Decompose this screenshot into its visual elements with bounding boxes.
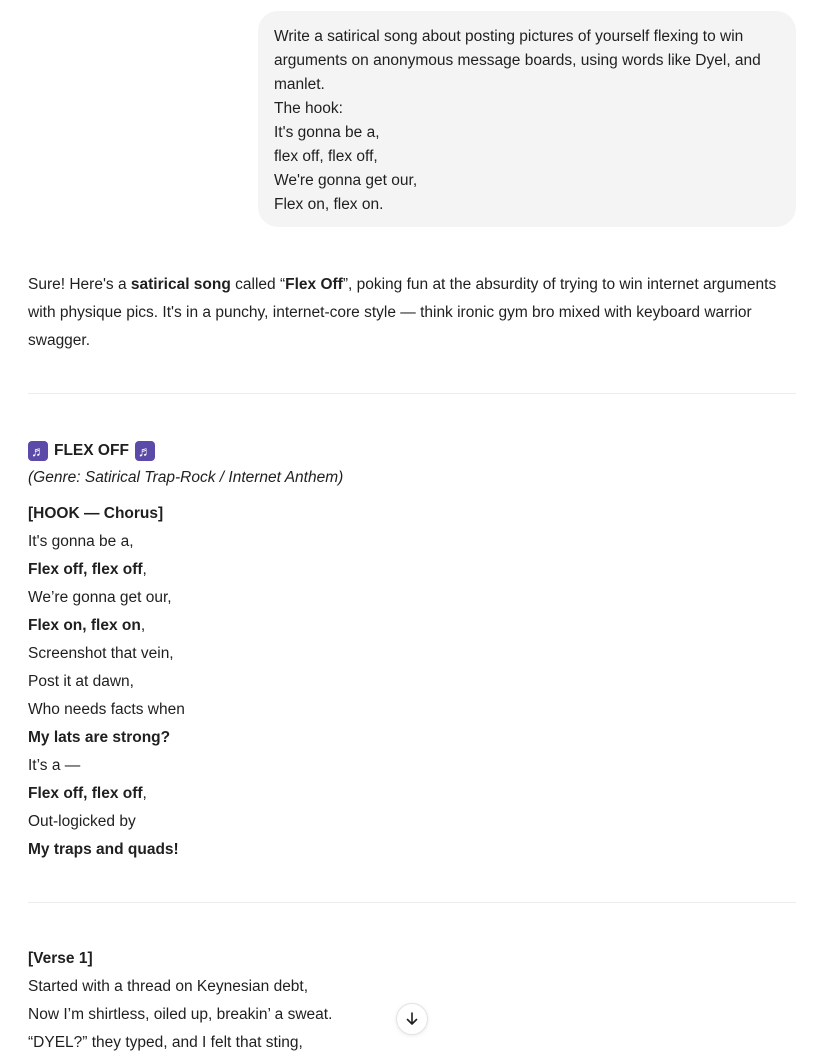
lyric-line	[28, 808, 185, 836]
lyric-line	[28, 584, 185, 612]
assistant-reply	[28, 271, 798, 355]
lyric-line	[28, 640, 185, 668]
intro-bold: satirical song	[130, 276, 231, 293]
user-message-line: The hook:	[274, 100, 343, 117]
lyric-punct: ,	[142, 785, 147, 802]
lyric-line	[28, 668, 185, 696]
lyric-punct: ,	[142, 561, 147, 578]
lyric-text: Out-logicked by	[28, 813, 136, 830]
user-message-line: We're gonna get our,	[274, 172, 418, 189]
intro-text: ”, poking fun at the absurdity of trying to win internet arguments with physique pics. It's in a punchy, internet-core style — think ironic gym bro mixed with keyboard warrior swagger.	[28, 276, 777, 349]
user-message-line: Write a satirical song about posting pictures of yourself flexing to win	[274, 28, 744, 45]
arrow-down-icon	[404, 1011, 420, 1027]
divider	[28, 393, 796, 394]
lyric-text: We’re gonna get our,	[28, 589, 172, 606]
intro-text: Sure! Here's a	[28, 276, 131, 293]
lyric-text: It’s a —	[28, 757, 81, 774]
lyric-text: Post it at dawn,	[28, 673, 134, 690]
lyric-line: “DYEL?” they typed, and I felt that sting,	[28, 1034, 303, 1051]
verse1-section	[28, 945, 332, 1057]
lyric-line	[28, 556, 185, 584]
lyric-text: It's gonna be a,	[28, 533, 134, 550]
reply-intro	[28, 271, 798, 355]
music-note-icon: ♬	[135, 441, 155, 461]
lyric-text: Screenshot that vein,	[28, 645, 174, 662]
divider	[28, 902, 796, 903]
user-message-line: Flex on, flex on.	[274, 196, 384, 213]
user-message-line: flex off, flex off,	[274, 148, 378, 165]
user-message-line: manlet.	[274, 76, 325, 93]
user-message-text	[274, 25, 780, 217]
lyric-line	[28, 724, 185, 752]
song-genre: (Genre: Satirical Trap-Rock / Internet Anthem)	[28, 469, 344, 486]
section-header: [Verse 1]	[28, 950, 93, 967]
user-message-bubble	[258, 11, 796, 227]
lyric-line	[28, 528, 185, 556]
lyric-text: Flex off, flex off	[28, 561, 143, 578]
lyric-text: Who needs facts when	[28, 701, 185, 718]
section-header: [HOOK — Chorus]	[28, 505, 164, 522]
lyric-line	[28, 752, 185, 780]
lyric-text: My traps and quads!	[28, 841, 179, 858]
music-note-icon: ♬	[28, 441, 48, 461]
intro-text: called “	[230, 276, 286, 293]
intro-song-name: Flex Off	[285, 276, 343, 293]
lyric-punct: ,	[140, 617, 146, 634]
song-title-text: FLEX OFF	[54, 442, 129, 459]
lyric-line	[28, 780, 185, 808]
hook-section	[28, 500, 185, 864]
lyric-line: Started with a thread on Keynesian debt,	[28, 978, 309, 995]
scroll-to-bottom-button[interactable]	[396, 1003, 428, 1035]
lyric-line	[28, 696, 185, 724]
song-title	[28, 438, 155, 464]
lyric-line: Now I’m shirtless, oiled up, breakin’ a sweat.	[28, 1006, 333, 1023]
lyric-line	[28, 836, 185, 864]
lyric-line	[28, 612, 185, 640]
user-message-line: arguments on anonymous message boards, using words like Dyel, and	[274, 52, 761, 69]
lyric-text: Flex on, flex on	[28, 617, 141, 634]
lyric-text: My lats are strong?	[28, 729, 171, 746]
lyric-text: Flex off, flex off	[28, 785, 143, 802]
user-message-line: It's gonna be a,	[274, 124, 380, 141]
